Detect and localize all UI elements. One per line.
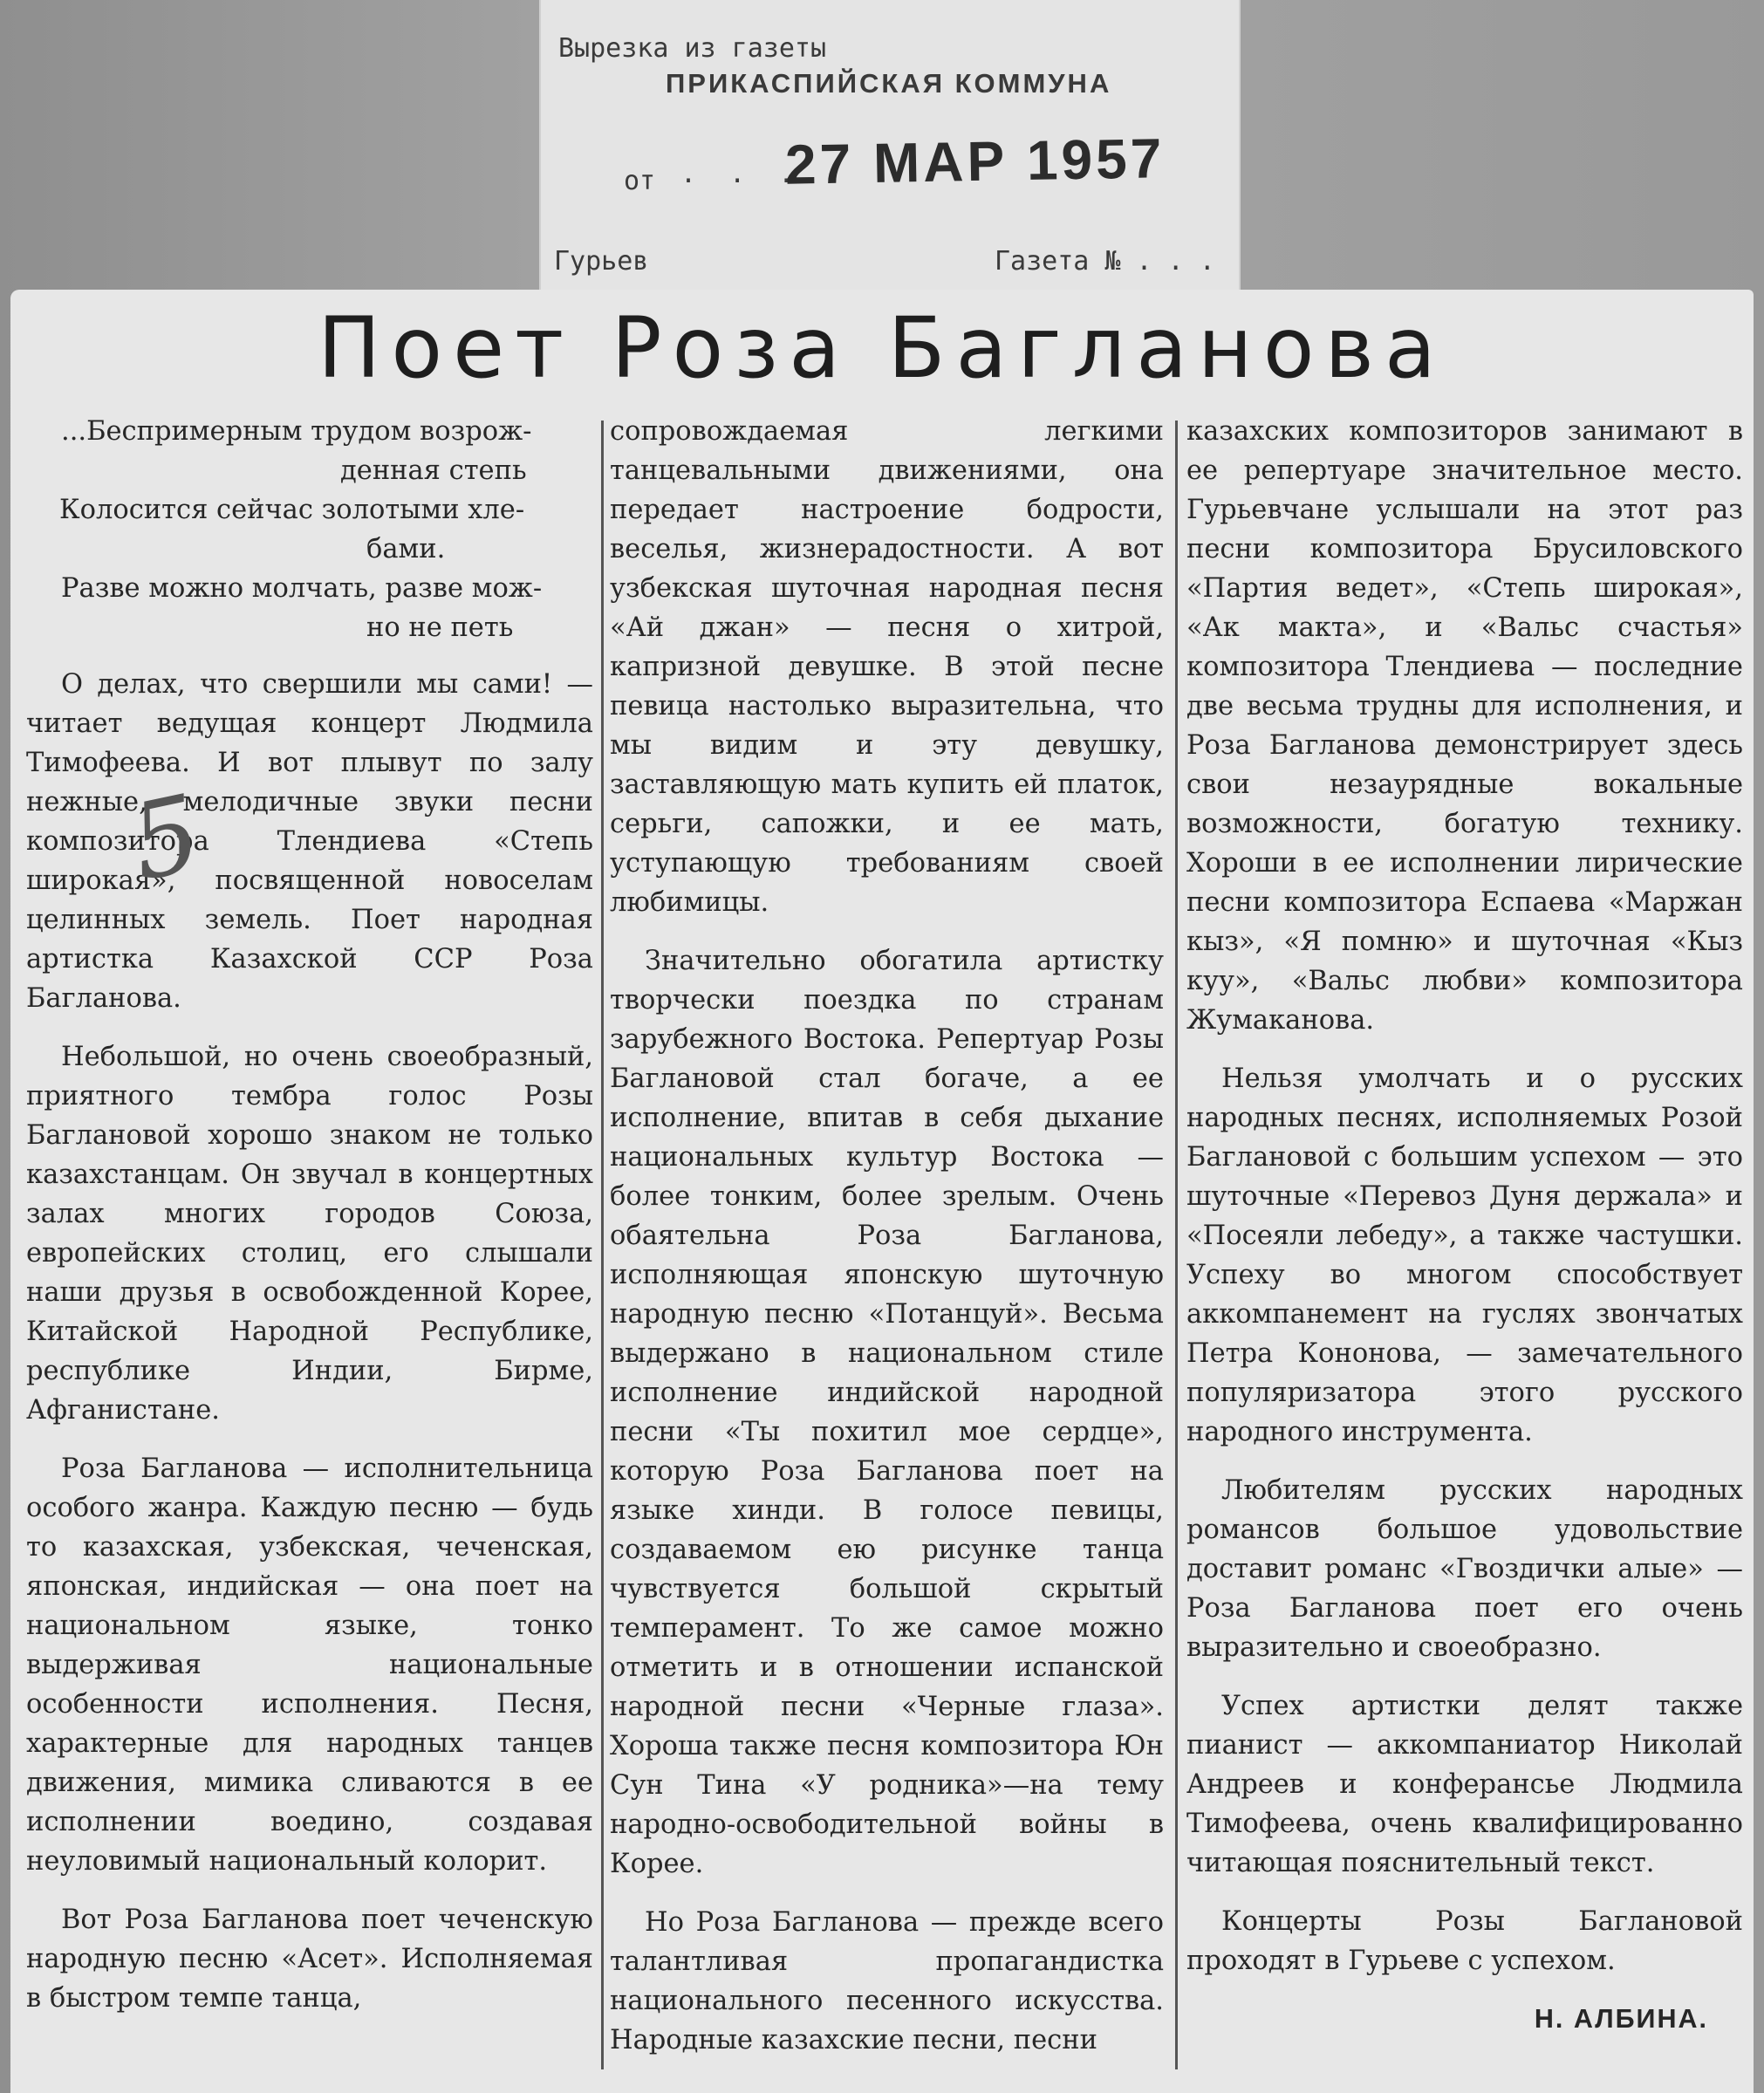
paragraph: Значительно обогатила артистку творчески поездка по странам зарубежного Востока. Репертуар Розы Баглановой стал богаче, а ее исполнение, впитав в себя дыхание национальных культур Востока — более тонким, более зрелым. Очень обаятельна Роза Багланова, исполняющая японскую шуточную народную песню «Потанцуй». Весьма выдержано в национальном стиле исполнение индийской народной песни «Ты похитил мое сердце», которую Роза Багланова поет на языке хинди. В голосе певицы, создаваемом ею рисунке танца чувствуется большой скрытый темперамент. То же самое можно отметить и в отношении испанской народной песни «Черные глаза». Хороша также песня композитора Юн Сун Тина «У родника»—на тему народно-освободительной войны в Корее. [610,946,1164,1879]
epigraph-line: бами. [366,534,446,564]
newspaper-name: ПРИКАСПИЙСКАЯ КОММУНА [666,68,1112,99]
author-signature: Н. АЛБИНА. [1534,2004,1708,2034]
issue-label: Газета № . . . [995,246,1215,277]
paragraph: Вот Роза Багланова поет чеченскую народную песню «Асет». Исполняемая в быстром темпе танца, [26,1905,593,2014]
paragraph: Любителям русских народных романсов большое удовольствие доставит романс «Гвоздички алые» — Роза Багланова поет его очень выразительно и своеобразно. [1186,1475,1743,1663]
paragraph: О делах, что свершили мы сами! —читает ведущая концерт Людмила Тимофеева. И вот плывут по залу нежные, мелодичные звуки песни композитора Тлендиева «Степь широкая», посвященной новоселам целинных земель. Поет народная артистка Казахской ССР Роза Багланова. [26,669,593,1014]
paragraph: Нельзя умолчать и о русских народных песнях, исполняемых Розой Баглановой с большим успехом — это шуточные «Перевоз Дуня держала» и «Посеяли лебеду», а также частушки. Успеху во многом способствует аккомпанемент на гуслях звончатых Петра Кононова, — замечательного популяризатора этого русского народного инструмента. [1186,1064,1743,1447]
handwritten-page-number: 5 [120,772,211,906]
epigraph-line: ...Беспримерным трудом возрож- [61,416,532,447]
paragraph: казахских композиторов занимают в ее репертуаре значительное место. Гурьевчане услышали на этот раз песни композитора Брусиловского «Партия ведет», «Степь широкая», «Ак макта», и «Вальс счастья» композитора Тлендиева — последние две весьма трудны для исполнения, и Роза Багланова демонстрирует здесь свои незаурядные вокальные возможности, богатую технику. Хороши в ее исполнении лирические песни композитора Еспаева «Маржан кыз», «Я помню» и шуточная «Кыз куу», «Вальс любви» композитора Жумаканова. [1186,416,1743,1036]
paragraph: Но Роза Багланова — прежде всего талантливая пропагандистка национального песенного искусства. Народные казахские песни, песни [610,1907,1164,2055]
article-column-1 [26,412,593,2037]
article-column-3 [1186,412,1743,2039]
paragraph: сопровождаемая легкими танцевальными движениями, она передает настроение бодрости, веселья, жизнерадостности. А вот узбекская шуточная народная песня «Ай джан» — песня о хитрой, капризной девушке. В этой песне певица настолько выразительна, что мы видим и эту девушку, заставляющую мать купить ей платок, серьги, сапожки, и ее мать, уступающую требованиям своей любимицы. [610,416,1164,918]
epigraph [26,412,593,647]
city-label: Гурьев [554,246,649,277]
epigraph-line: но не петь [366,612,514,643]
paragraph: Небольшой, но очень своеобразный, приятного тембра голос Розы Баглановой хорошо знаком не только казахстанцам. Он звучал в концертных залах многих городов Союза, европейских столиц, его слышали наши друзья в освобожденной Корее, Китайской Народной Республике, республике Индии, Бирме, Афганистане. [26,1042,593,1426]
paragraph: Концерты Розы Баглановой проходят в Гурьеве с успехом. [1186,1906,1743,1976]
article-column-2 [610,412,1164,2079]
column-rule [1175,421,1178,2069]
column-rule [601,421,604,2069]
paragraph: Успех артистки делят также пианист — аккомпаниатор Николай Андреев и конферансье Людмила Тимофеева, очень квалифицированно читающая пояснительный текст. [1186,1691,1743,1878]
paragraph: Роза Багланова — исполнительница особого жанра. Каждую песню — будь то казахская, узбекская, чеченская, японская, индийская — она поет на национальном языке, тонко выдерживая национальные особенности исполнения. Песня, характерные для народных танцев движения, мимика сливаются в ее исполнении воедино, создавая неуловимый национальный колорит. [26,1453,593,1877]
article-clipping [10,290,1754,2093]
article-headline: Поет Роза Багланова [318,299,1446,397]
epigraph-line: Колосится сейчас золотыми хле- [59,495,525,525]
from-dots: . . . [680,159,803,189]
date-stamp: 27 МАР 1957 [784,127,1166,196]
clipping-prefix: Вырезка из газеты [558,33,827,64]
clipping-header [539,0,1241,297]
from-label: от [624,166,656,196]
epigraph-line: денная степь [340,455,527,486]
epigraph-line: Разве можно молчать, разве мож- [61,573,543,604]
